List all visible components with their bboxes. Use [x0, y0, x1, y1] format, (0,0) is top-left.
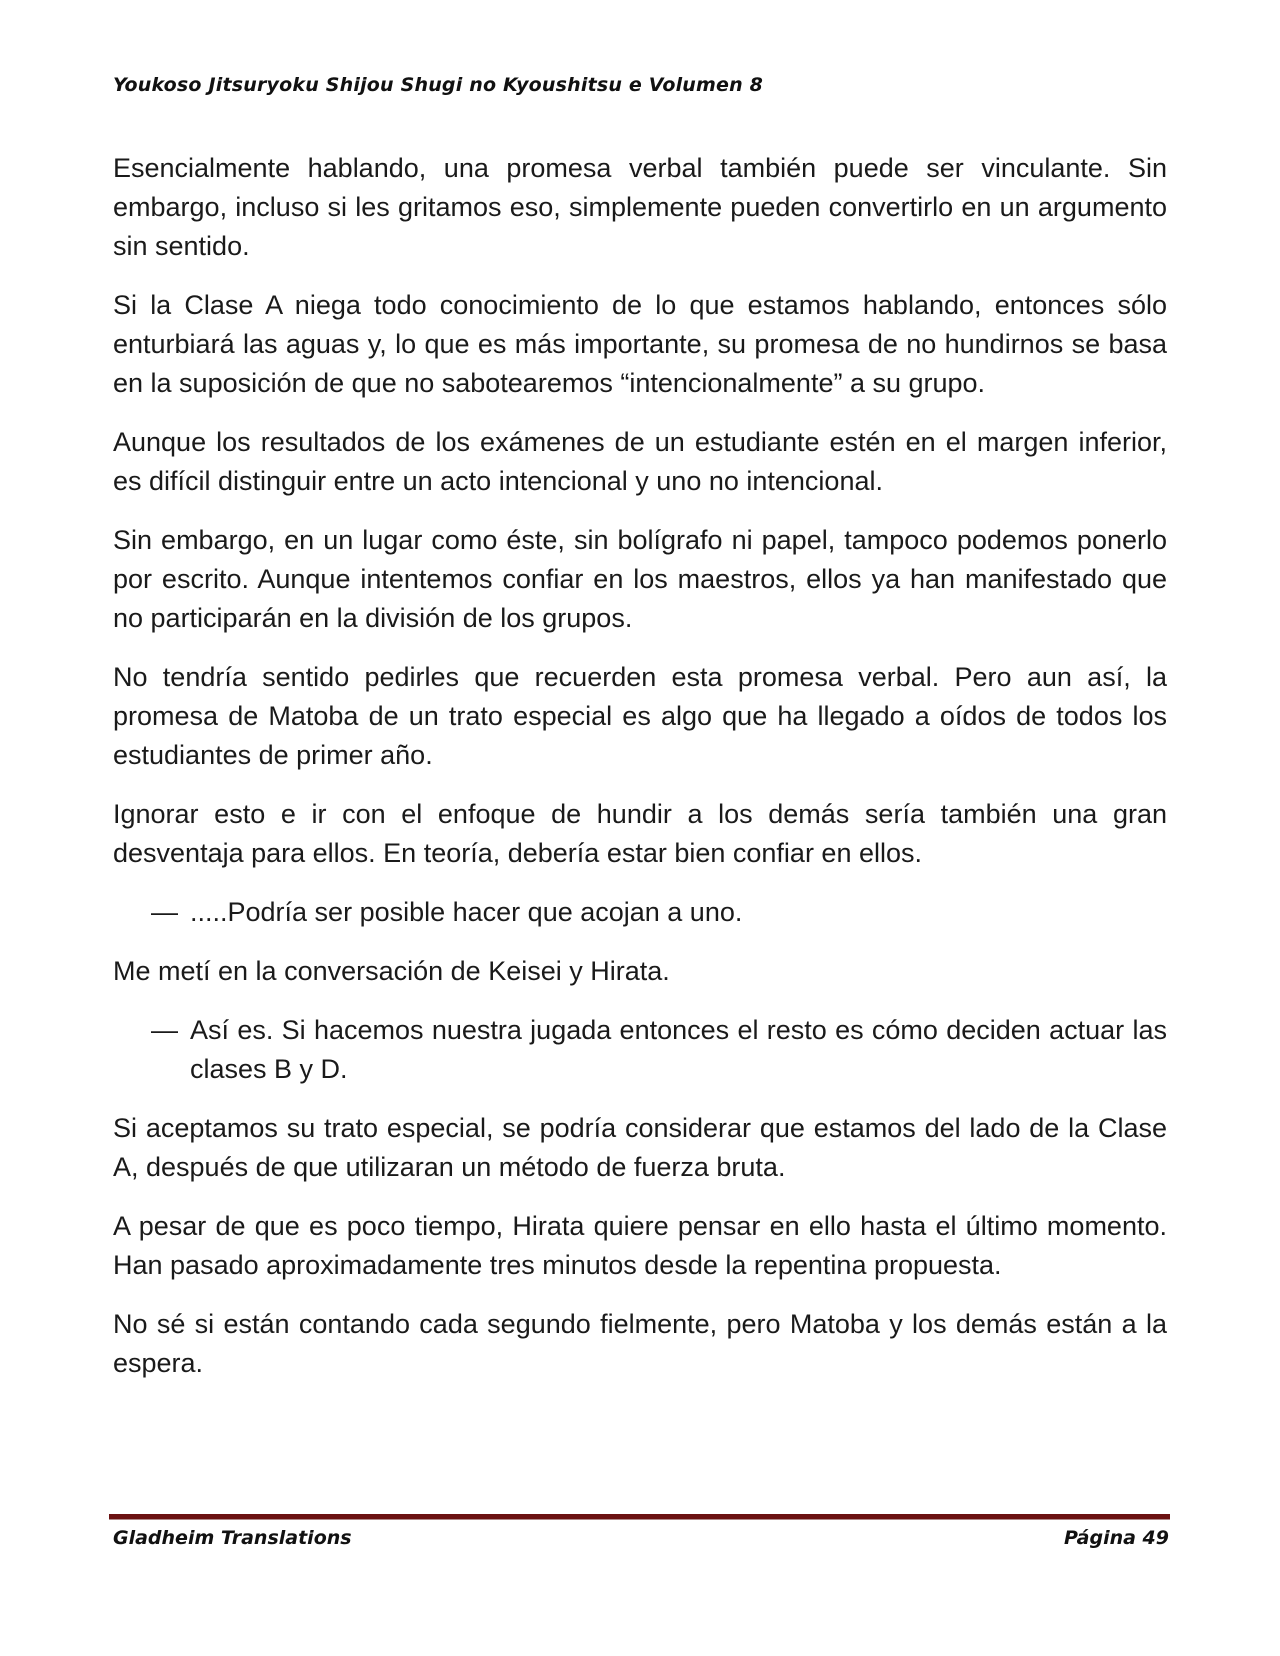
- paragraph: Me metí en la conversación de Keisei y Hirata.: [113, 956, 670, 986]
- footer-divider: [109, 1514, 1170, 1520]
- paragraph: Si la Clase A niega todo conocimiento de lo que estamos hablando, entonces sólo enturbiará las aguas y, lo que es más importante, su promesa de no hundirnos se basa en la suposición de que no sabotearemos “intencionalmente” a su grupo.: [113, 290, 1167, 398]
- dialogue-line: [113, 1011, 1167, 1089]
- em-dash: —: [151, 1015, 178, 1045]
- running-header-title: Youkoso Jitsuryoku Shijou Shugi no Kyoushitsu e Volumen 8: [113, 74, 764, 96]
- dialogue-text: Así es. Si hacemos nuestra jugada entonces el resto es cómo deciden actuar las clases B y D.: [190, 1015, 1167, 1084]
- paragraph: A pesar de que es poco tiempo, Hirata quiere pensar en ello hasta el último momento. Han pasado aproximadamente tres minutos desde la repentina propuesta.: [113, 1211, 1167, 1280]
- paragraph: Ignorar esto e ir con el enfoque de hundir a los demás sería también una gran desventaja para ellos. En teoría, debería estar bien confiar en ellos.: [113, 799, 1167, 868]
- paragraph: No tendría sentido pedirles que recuerden esta promesa verbal. Pero aun así, la promesa de Matoba de un trato especial es algo que ha llegado a oídos de todos los estudiantes de primer año.: [113, 662, 1167, 770]
- paragraph: Si aceptamos su trato especial, se podría considerar que estamos del lado de la Clase A, después de que utilizaran un método de fuerza bruta.: [113, 1113, 1167, 1182]
- footer-publisher: Gladheim Translations: [113, 1527, 352, 1549]
- paragraph: Esencialmente hablando, una promesa verbal también puede ser vinculante. Sin embargo, incluso si les gritamos eso, simplemente pueden convertirlo en un argumento sin sentido.: [113, 153, 1167, 261]
- em-dash: —: [151, 897, 178, 927]
- body-text: [113, 149, 1167, 1403]
- footer-page-number: Página 49: [1063, 1527, 1169, 1549]
- paragraph: Aunque los resultados de los exámenes de un estudiante estén en el margen inferior, es difícil distinguir entre un acto intencional y uno no intencional.: [113, 427, 1167, 496]
- dialogue-text: .....Podría ser posible hacer que acojan a uno.: [190, 897, 743, 927]
- dialogue-line: [113, 893, 1167, 932]
- paragraph: Sin embargo, en un lugar como éste, sin bolígrafo ni papel, tampoco podemos ponerlo por escrito. Aunque intentemos confiar en los maestros, ellos ya han manifestado que no participarán en la división de los grupos.: [113, 525, 1167, 633]
- paragraph: No sé si están contando cada segundo fielmente, pero Matoba y los demás están a la espera.: [113, 1309, 1167, 1378]
